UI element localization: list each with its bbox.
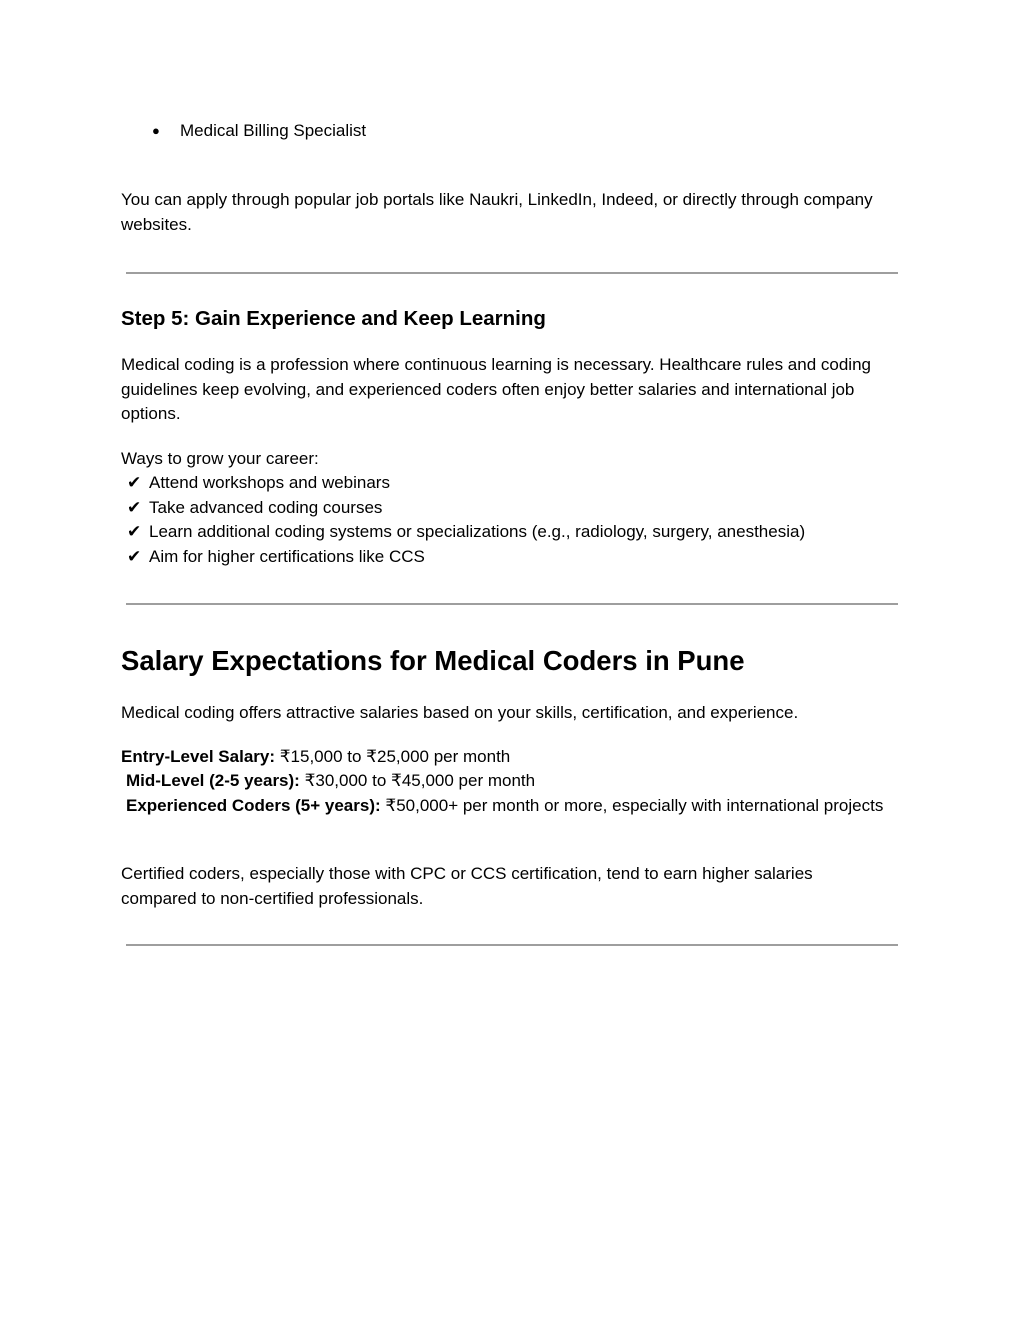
salary-closing-paragraph: Certified coders, especially those with CPC or CCS certification, tend to earn higher salaries compared to non-certified professionals. [121, 864, 813, 908]
list-item-text: Aim for higher certifications like CCS [149, 546, 425, 566]
checkmark-icon: ✔ [127, 546, 142, 566]
list-item [121, 545, 901, 569]
step5-heading: Step 5: Gain Experience and Keep Learning [121, 307, 546, 330]
list-item-text: Learn additional coding systems or specializations (e.g., radiology, surgery, anesthesia) [149, 522, 806, 542]
checkmark-icon: ✔ [127, 473, 142, 493]
section-divider [126, 944, 898, 946]
salary-levels [121, 745, 896, 818]
salary-level-value: ₹15,000 to ₹25,000 per month [275, 747, 511, 766]
salary-level-label: Entry-Level Salary: [121, 747, 276, 766]
salary-level-entry [121, 745, 896, 769]
salary-intro: Medical coding offers attractive salaries based on your skills, certification, and experience. [121, 703, 799, 722]
list-item-text: Attend workshops and webinars [149, 473, 390, 493]
section-divider [126, 603, 898, 605]
apply-paragraph: You can apply through popular job portals like Naukri, LinkedIn, Indeed, or directly through company websites. [121, 190, 873, 234]
list-item-text: Take advanced coding courses [149, 497, 383, 517]
salary-level-label: Experienced Coders (5+ years): [126, 795, 381, 815]
bullet-list-item [152, 120, 366, 142]
checkmark-icon: ✔ [127, 497, 142, 517]
salary-level-experienced [121, 794, 896, 818]
list-item [121, 471, 901, 495]
career-growth-list [121, 447, 901, 569]
salary-level-value: ₹30,000 to ₹45,000 per month [299, 771, 536, 791]
bullet-icon: ● [152, 123, 160, 138]
section-divider [126, 272, 898, 274]
salary-level-mid [121, 769, 896, 793]
step5-paragraph: Medical coding is a profession where continuous learning is necessary. Healthcare rules and coding guidelines keep evolving, and experienced coders often enjoy better salaries and international job options. [121, 355, 871, 423]
checkmark-icon: ✔ [127, 522, 142, 542]
salary-heading: Salary Expectations for Medical Coders in Pune [121, 645, 745, 676]
salary-level-label: Mid-Level (2-5 years): [126, 771, 300, 791]
career-growth-intro: Ways to grow your career: [121, 449, 319, 468]
bullet-item-text: Medical Billing Specialist [180, 121, 367, 140]
list-item [121, 496, 901, 520]
salary-level-value: ₹50,000+ per month or more, especially with international projects [380, 795, 884, 815]
list-item [121, 520, 901, 544]
